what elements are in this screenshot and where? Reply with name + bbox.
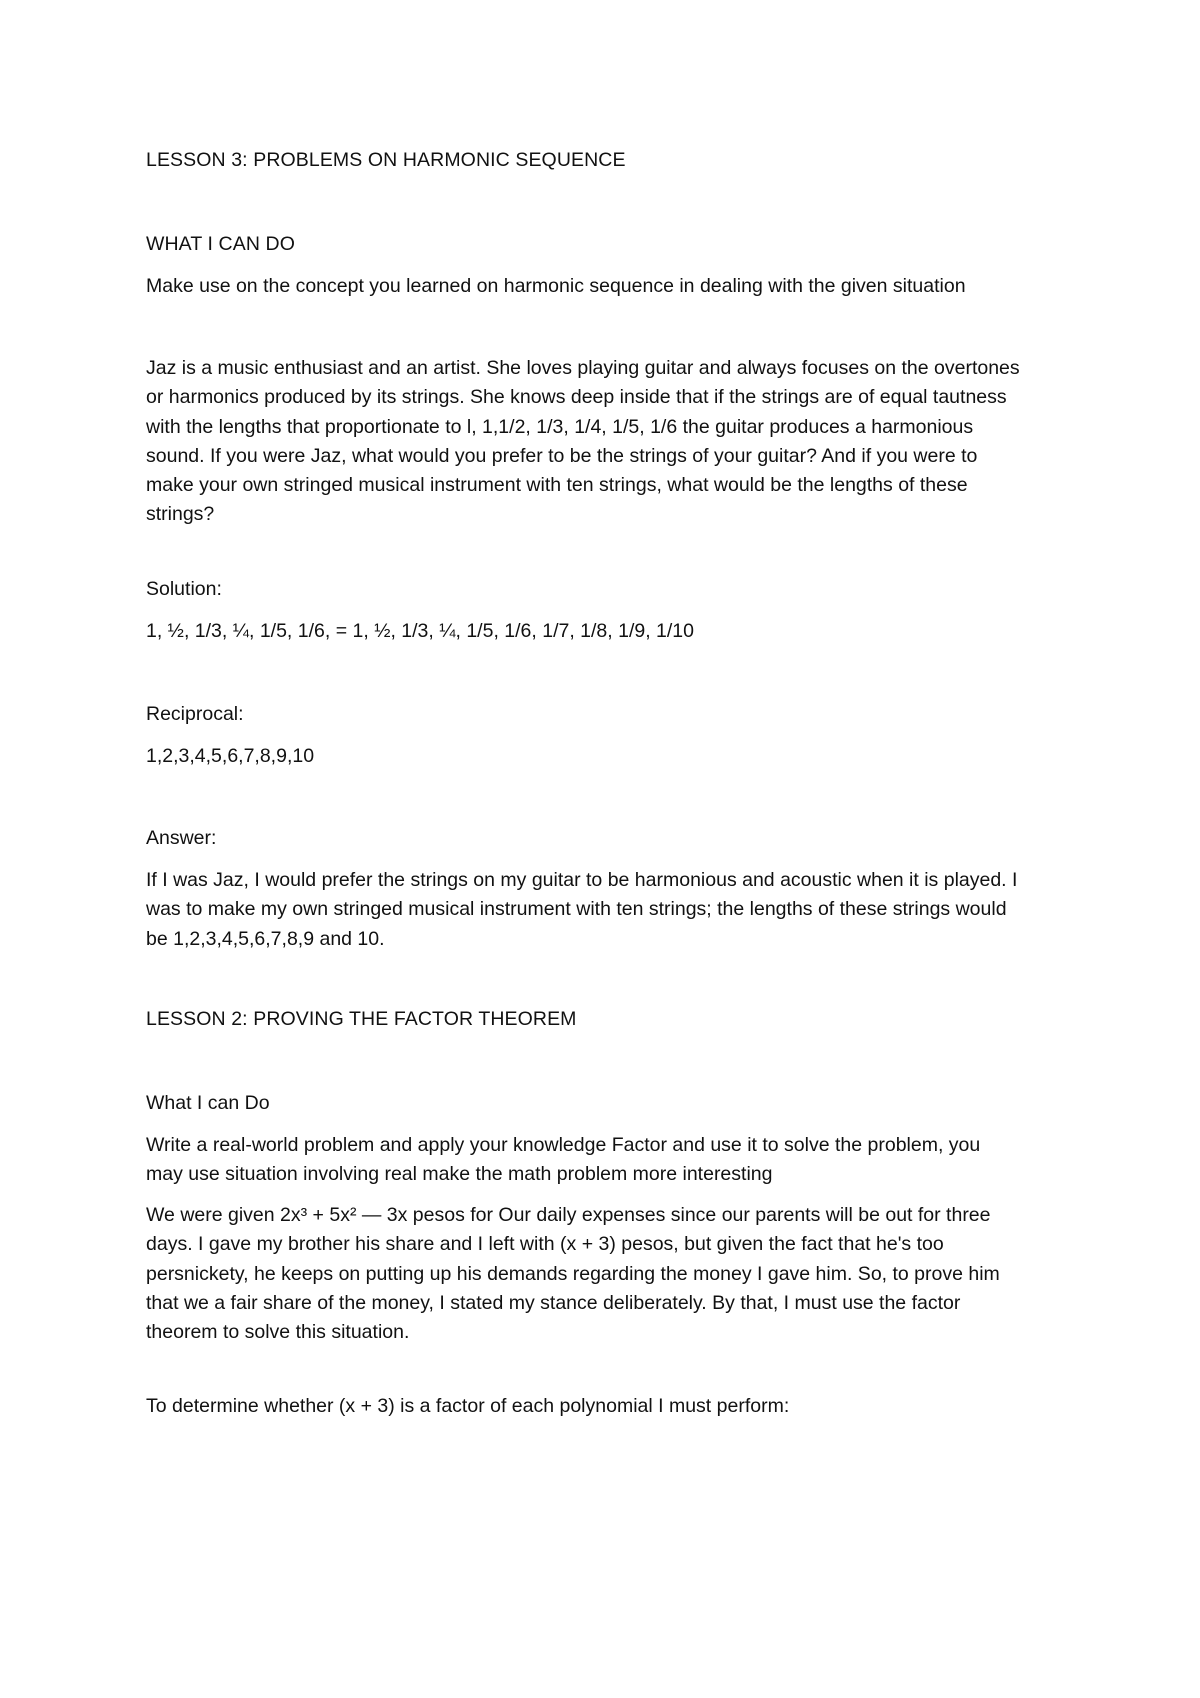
- problem-line: theorem to solve this situation.: [146, 1321, 410, 1344]
- lesson-2-what-i-can-do: What I can Do: [146, 1092, 270, 1114]
- problem-line: sound. If you were Jaz, what would you prefer to be the strings of your guitar? And if you were to: [146, 444, 978, 467]
- answer-line: was to make my own stringed musical instrument with ten strings; the lengths of these strings would: [146, 898, 1007, 921]
- reciprocal-label: Reciprocal:: [146, 703, 244, 725]
- reciprocal-text: 1,2,3,4,5,6,7,8,9,10: [146, 745, 315, 767]
- problem-line: days. I gave my brother his share and I left with (x + 3) pesos, but given the fact that he's too: [146, 1233, 944, 1256]
- lesson-2-instruction: [146, 1131, 1066, 1190]
- document-page: [146, 0, 1066, 1698]
- problem-line: We were given 2x³ + 5x² — 3x pesos for Our daily expenses since our parents will be out for three: [146, 1204, 991, 1226]
- lesson-3-problem: [146, 354, 1066, 530]
- problem-line: Jaz is a music enthusiast and an artist. She loves playing guitar and always focuses on the overtones: [146, 357, 1020, 379]
- solution-label: Solution:: [146, 578, 222, 600]
- instruction-line: Write a real-world problem and apply your knowledge Factor and use it to solve the problem, you: [146, 1134, 981, 1156]
- instruction-line: may use situation involving real make the math problem more interesting: [146, 1163, 773, 1186]
- problem-line: strings?: [146, 503, 215, 526]
- answer-line: If I was Jaz, I would prefer the strings on my guitar to be harmonious and acoustic when it is played. I: [146, 869, 1018, 891]
- answer-line: be 1,2,3,4,5,6,7,8,9 and 10.: [146, 927, 385, 950]
- lesson-3-what-i-can-do: WHAT I CAN DO: [146, 233, 295, 255]
- answer-paragraph: [146, 866, 1066, 954]
- problem-line: with the lengths that proportionate to l, 1,1/2, 1/3, 1/4, 1/5, 1/6 the guitar produces a harmonious: [146, 415, 974, 438]
- problem-line: persnickety, he keeps on putting up his demands regarding the money I gave him. So, to prove him: [146, 1262, 1000, 1285]
- lesson-3-instruction: Make use on the concept you learned on harmonic sequence in dealing with the given situation: [146, 275, 966, 297]
- problem-line: or harmonics produced by its strings. She knows deep inside that if the strings are of equal tautness: [146, 386, 1007, 409]
- lesson-2-problem: [146, 1201, 1066, 1347]
- lesson-2-closing: To determine whether (x + 3) is a factor of each polynomial I must perform:: [146, 1395, 790, 1417]
- problem-line: that we a fair share of the money, I stated my stance deliberately. By that, I must use the factor: [146, 1291, 961, 1314]
- lesson-3-title: LESSON 3: PROBLEMS ON HARMONIC SEQUENCE: [146, 149, 626, 171]
- problem-line: make your own stringed musical instrument with ten strings, what would be the lengths of these: [146, 474, 968, 497]
- lesson-2-title: LESSON 2: PROVING THE FACTOR THEOREM: [146, 1008, 577, 1030]
- answer-label: Answer:: [146, 827, 217, 849]
- solution-text: 1, ½, 1/3, ¼, 1/5, 1/6, = 1, ½, 1/3, ¼, 1/5, 1/6, 1/7, 1/8, 1/9, 1/10: [146, 620, 694, 642]
